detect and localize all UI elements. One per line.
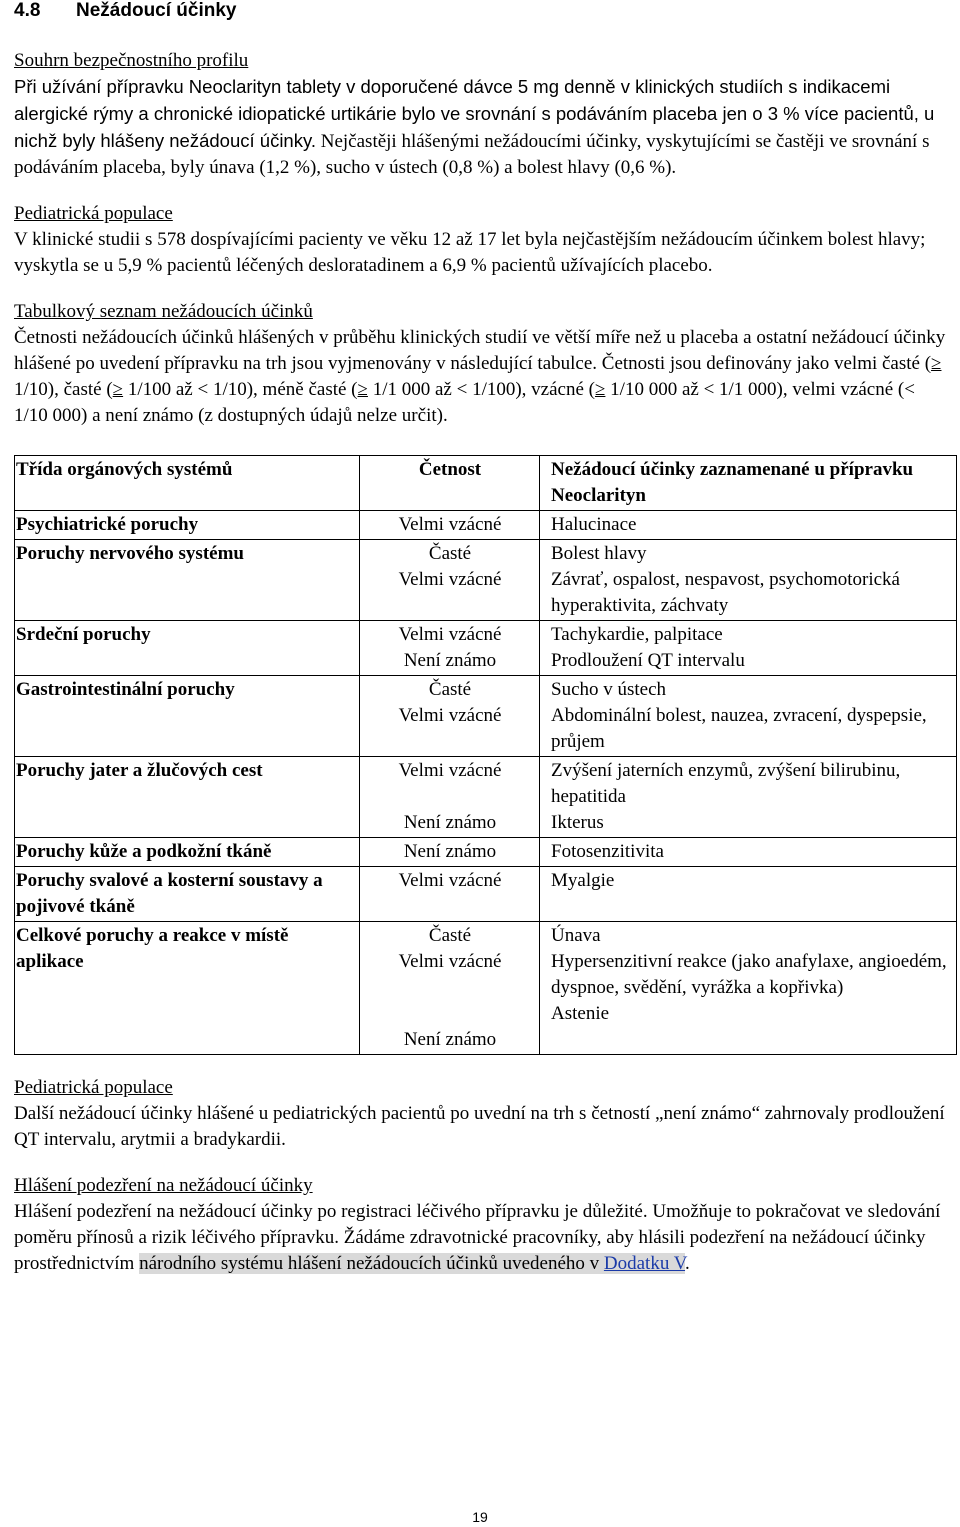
section-title: Nežádoucí účinky xyxy=(76,0,237,21)
adverse-effect-value: Únava xyxy=(551,925,601,946)
frequency-value: Není známo xyxy=(403,812,497,833)
soc-cell: Poruchy jater a žlučových cest xyxy=(15,757,360,838)
adverse-effects-table xyxy=(14,455,957,1055)
frequency-cell xyxy=(360,676,540,757)
frequency-value: Velmi vzácné xyxy=(398,569,502,590)
ge-symbol: ≥ xyxy=(112,379,124,400)
appendix-v-link[interactable]: Dodatku V xyxy=(603,1253,686,1274)
table-row xyxy=(15,867,957,922)
safety-profile-heading: Souhrn bezpečnostního profilu xyxy=(14,50,249,71)
adverse-effect-value: Astenie xyxy=(551,1003,610,1024)
soc-cell: Celkové poruchy a reakce v místě aplikace xyxy=(15,922,360,1055)
table-row xyxy=(15,838,957,867)
adverse-effect-cell xyxy=(540,838,957,867)
table-row xyxy=(15,676,957,757)
safety-profile-text-b: Nejčastěji hlášenými nežádoucími účinky, vyskytujícími se častěji ve srovnání s podáváním placeba, byly únava (1,2 %), sucho v ústech (0,8 %) a bolest hlavy (0,6 %). xyxy=(14,131,930,178)
frequency-cell xyxy=(360,922,540,1055)
soc-cell: Poruchy kůže a podkožní tkáně xyxy=(15,838,360,867)
header-frequency: Četnost xyxy=(360,456,540,511)
frequency-value: Velmi vzácné xyxy=(398,705,502,726)
tabular-section xyxy=(14,299,946,429)
reporting-highlight xyxy=(139,1253,685,1274)
adverse-effect-value: Zvýšení jaterních enzymů, zvýšení bilirubinu, hepatitida xyxy=(551,760,901,807)
tabular-text-d: 1/1 000 až < 1/100), vzácné ( xyxy=(367,379,595,400)
pediatric-paragraph-2: Další nežádoucí účinky hlášené u pediatrických pacientů po uvední na trh s četností „není známo“ zahrnovaly prodloužení QT intervalu, arytmii a bradykardii. xyxy=(14,1103,945,1150)
pediatric-paragraph-1: V klinické studii s 578 dospívajícími pacienty ve věku 12 až 17 let byla nejčastějším nežádoucím účinkem bolest hlavy; vyskytla se u 5,9 % pacientů léčených desloratadinem a 6,9 % pacientů užívajících placebo. xyxy=(14,229,926,276)
table-row xyxy=(15,922,957,1055)
reporting-section xyxy=(14,1173,946,1277)
frequency-value: Velmi vzácné xyxy=(398,624,502,645)
frequency-cell xyxy=(360,511,540,540)
adverse-effect-value: Bolest hlavy xyxy=(551,543,647,564)
soc-cell: Psychiatrické poruchy xyxy=(15,511,360,540)
soc-cell: Poruchy svalové a kosterní soustavy a pojivové tkáně xyxy=(15,867,360,922)
ge-symbol: ≥ xyxy=(931,353,942,374)
frequency-value: Velmi vzácné xyxy=(398,870,502,891)
safety-profile-paragraph xyxy=(14,74,946,181)
adverse-effect-value: Abdominální bolest, nauzea, zvracení, dyspepsie, průjem xyxy=(551,705,927,752)
tabular-text-c: 1/100 až < 1/10), méně časté ( xyxy=(123,379,358,400)
frequency-value: Časté xyxy=(428,543,472,564)
table-row xyxy=(15,757,957,838)
tabular-text-a: Četnosti nežádoucích účinků hlášených v průběhu klinických studií ve větší míře než u placeba a ostatní nežádoucí účinky hlášené po uvedení přípravku na trh jsou vyjmenovány v následující tabulce. Četnosti jsou definovány jako velmi časté ( xyxy=(14,327,946,374)
tabular-text-b: 1/10), časté ( xyxy=(14,379,113,400)
frequency-cell xyxy=(360,540,540,621)
pediatric-section-2 xyxy=(14,1075,946,1153)
frequency-value: Není známo xyxy=(403,841,497,862)
header-adverse-effects: Nežádoucí účinky zaznamenané u přípravku Neoclarityn xyxy=(540,456,957,511)
tabular-heading: Tabulkový seznam nežádoucích účinků xyxy=(14,301,313,322)
soc-cell: Poruchy nervového systému xyxy=(15,540,360,621)
reporting-paragraph xyxy=(14,1199,946,1277)
safety-profile-section xyxy=(14,48,946,181)
adverse-effect-cell xyxy=(540,676,957,757)
frequency-value: Není známo xyxy=(403,1029,497,1050)
adverse-effect-value: Halucinace xyxy=(551,514,637,535)
adverse-effect-value: Závrať, ospalost, nespavost, psychomotorická hyperaktivita, záchvaty xyxy=(551,569,900,616)
ge-symbol: ≥ xyxy=(594,379,606,400)
table-row xyxy=(15,511,957,540)
frequency-cell xyxy=(360,757,540,838)
adverse-effect-cell xyxy=(540,621,957,676)
section-number: 4.8 xyxy=(14,0,41,21)
adverse-effect-value: Sucho v ústech xyxy=(551,679,667,700)
reporting-highlight-text: národního systému hlášení nežádoucích účinků uvedeného v xyxy=(139,1253,604,1274)
table-row xyxy=(15,621,957,676)
frequency-value: Velmi vzácné xyxy=(398,514,502,535)
frequency-value: Není známo xyxy=(403,650,497,671)
pediatric-section-1 xyxy=(14,201,946,279)
frequency-value: Časté xyxy=(428,925,472,946)
adverse-effect-cell xyxy=(540,922,957,1055)
reporting-text: Hlášení podezření na nežádoucí účinky po registraci léčivého přípravku je důležité. Umožňuje to pokračovat ve sledování poměru přínosů a rizik léčivého přípravku. Žádáme zdravotnické pracovníky, aby hlásili podezření na nežádoucí účinky prostřednictvím xyxy=(14,1201,941,1274)
adverse-effect-value: Fotosenzitivita xyxy=(551,841,664,862)
adverse-effect-value: Ikterus xyxy=(551,812,604,833)
soc-cell: Srdeční poruchy xyxy=(15,621,360,676)
frequency-value: Velmi vzácné xyxy=(398,760,502,781)
reporting-text-end: . xyxy=(685,1253,690,1274)
frequency-value: Velmi vzácné xyxy=(398,951,502,972)
adverse-effect-cell xyxy=(540,540,957,621)
tabular-text-e: 1/10 000 až < 1/1 000), velmi vzácné (< 1/10 000) a není známo (z dostupných údajů nelze určit). xyxy=(14,379,915,426)
section-heading xyxy=(14,0,946,26)
table-row xyxy=(15,540,957,621)
document-page xyxy=(14,0,946,1277)
adverse-effect-cell xyxy=(540,867,957,922)
header-soc: Třída orgánových systémů xyxy=(15,456,360,511)
frequency-cell xyxy=(360,838,540,867)
tabular-paragraph xyxy=(14,325,946,429)
frequency-cell xyxy=(360,867,540,922)
page-number: 19 xyxy=(472,1509,488,1525)
adverse-effect-value: Hypersenzitivní reakce (jako anafylaxe, angioedém, dyspnoe, svědění, vyrážka a kopřivka) xyxy=(551,951,947,998)
adverse-effect-value: Tachykardie, palpitace xyxy=(551,624,723,645)
adverse-effect-cell xyxy=(540,757,957,838)
frequency-cell xyxy=(360,621,540,676)
pediatric-heading-2: Pediatrická populace xyxy=(14,1077,173,1098)
pediatric-heading-1: Pediatrická populace xyxy=(14,203,173,224)
table-body xyxy=(15,511,957,1055)
reporting-heading: Hlášení podezření na nežádoucí účinky xyxy=(14,1175,313,1196)
table-header-row xyxy=(15,456,957,511)
adverse-effect-cell xyxy=(540,511,957,540)
frequency-value: Časté xyxy=(428,679,472,700)
adverse-effect-value: Myalgie xyxy=(551,870,615,891)
adverse-effect-value: Prodloužení QT intervalu xyxy=(551,650,745,671)
ge-symbol: ≥ xyxy=(357,379,368,400)
safety-profile-text-a: Při užívání přípravku Neoclarityn tablety v doporučené dávce 5 mg denně v klinických studiích s indikacemi alergické rýmy a chronické idiopatické urtikárie bylo ve srovnání s podáváním placeba jen o 3 % více pacientů, u nichž byly hlášeny nežádoucí účinky. xyxy=(14,76,935,151)
soc-cell: Gastrointestinální poruchy xyxy=(15,676,360,757)
